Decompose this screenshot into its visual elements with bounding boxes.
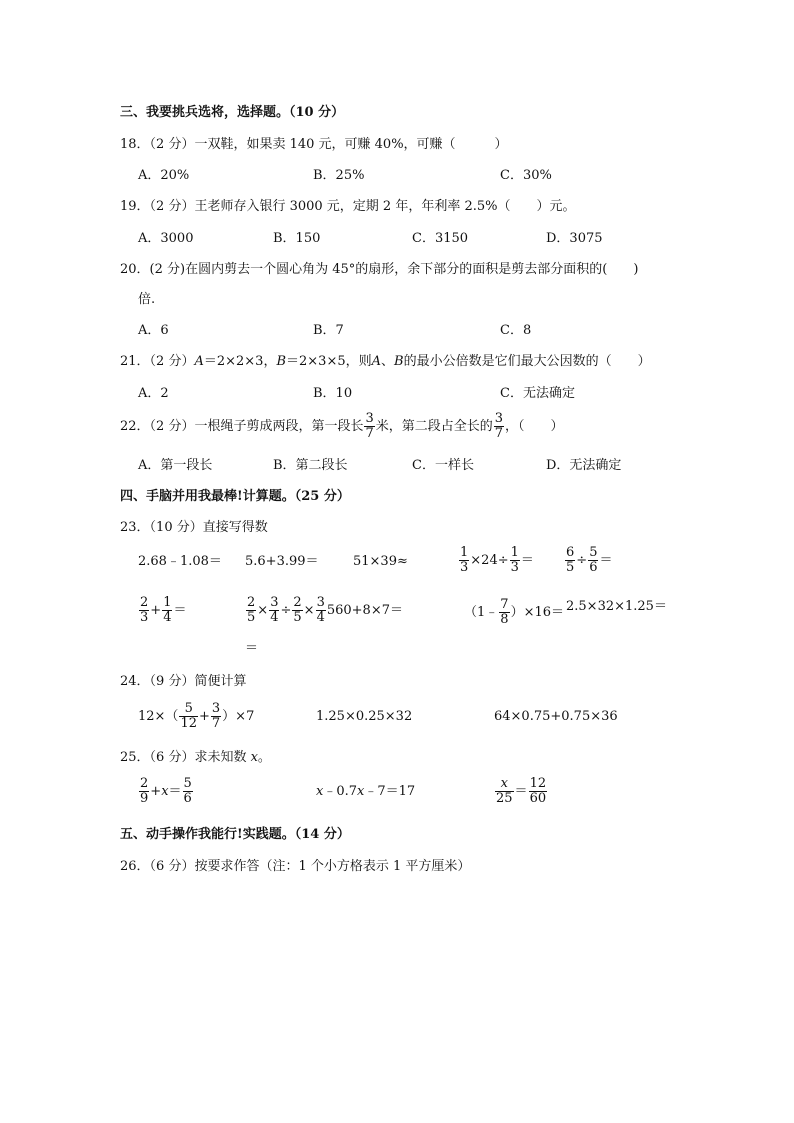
q21-var-b: B bbox=[394, 354, 404, 369]
question-20-cont: 倍. bbox=[138, 292, 156, 307]
q18-option-a[interactable]: A．20% bbox=[138, 168, 190, 183]
calc-item: 64×0.75+0.75×36 bbox=[494, 709, 618, 724]
q19-option-a[interactable]: A．3000 bbox=[138, 231, 194, 246]
calc-item: $\frac{2}{3}$ + $\frac{1}{4}$ ＝ bbox=[140, 595, 187, 625]
q21-part: 、 bbox=[381, 354, 395, 369]
q21-option-b[interactable]: B．10 bbox=[313, 386, 353, 401]
question-23: 23．（10 分）直接写得数 bbox=[120, 520, 268, 535]
equation-item: $\frac{2}{9}$ +x＝ $\frac{5}{6}$ bbox=[140, 776, 192, 806]
q18-option-b[interactable]: B．25% bbox=[313, 168, 365, 183]
q22-part: 22．（2 分）一根绳子剪成两段，第一段长 bbox=[120, 419, 364, 434]
question-22 bbox=[120, 412, 564, 442]
q21-part: 的最小公倍数是它们最大公因数的（ ） bbox=[403, 354, 651, 369]
question-18: 18．（2 分）一双鞋，如果卖 140 元，可赚 40%，可赚（ ） bbox=[120, 137, 508, 152]
equation-item: x﹣0.7x﹣7＝17 bbox=[316, 784, 416, 799]
q20-option-c[interactable]: C．8 bbox=[500, 323, 532, 338]
calc-item: 2.5×32×1.25＝ bbox=[566, 599, 667, 614]
q22-option-a[interactable]: A．第一段长 bbox=[138, 458, 213, 473]
question-25: 25．（6 分）求未知数 x。 bbox=[120, 750, 271, 765]
fraction: $\frac{3}{7}$ bbox=[365, 411, 374, 441]
calc-item: 2.68﹣1.08＝ bbox=[138, 554, 222, 569]
q21-part: ＝2×2×3， bbox=[203, 354, 277, 369]
q22-option-b[interactable]: B．第二段长 bbox=[273, 458, 348, 473]
calc-item: $\frac{2}{5}$ × $\frac{3}{4}$ ÷ $\frac{2}{5}$ × $\frac{3}{4}$ 560+8×7＝ bbox=[247, 595, 403, 625]
fraction: $\frac{3}{7}$ bbox=[494, 411, 504, 441]
question-21 bbox=[120, 353, 651, 371]
equation-item: $\frac{x}{25}$ ＝ $\frac{12}{60}$ bbox=[496, 776, 547, 806]
q20-option-a[interactable]: A．6 bbox=[138, 323, 169, 338]
q20-option-b[interactable]: B．7 bbox=[313, 323, 344, 338]
q18-option-c[interactable]: C．30% bbox=[500, 168, 552, 183]
q19-option-b[interactable]: B．150 bbox=[273, 231, 321, 246]
calc-item-equals: ＝ bbox=[245, 641, 259, 656]
q22-option-d[interactable]: D．无法确定 bbox=[546, 458, 622, 473]
section-4-heading: 四、手脑并用我最棒!计算题。（25 分） bbox=[120, 489, 350, 504]
q22-part: ，（ ） bbox=[505, 419, 564, 434]
q19-option-c[interactable]: C．3150 bbox=[412, 231, 469, 246]
section-3-heading: 三、我要挑兵选将，选择题。（10 分） bbox=[120, 105, 345, 120]
q19-option-d[interactable]: D．3075 bbox=[546, 231, 603, 246]
section-5-heading: 五、动手操作我能行!实践题。（14 分） bbox=[120, 827, 350, 842]
q21-var-a: A bbox=[371, 354, 382, 369]
calc-item: 12×（ $\frac{5}{12}$ + $\frac{3}{7}$ ）×7 bbox=[138, 701, 255, 731]
q21-option-a[interactable]: A．2 bbox=[138, 386, 169, 401]
question-20: 20．(2 分)在圆内剪去一个圆心角为 45°的扇形，余下部分的面积是剪去部分面积的( ) bbox=[120, 262, 639, 277]
calc-item: （1﹣ $\frac{7}{8}$ ）×16＝ bbox=[464, 597, 564, 627]
q21-var-a: A bbox=[194, 354, 204, 369]
question-24: 24．（9 分）简便计算 bbox=[120, 674, 247, 689]
q21-option-c[interactable]: C．无法确定 bbox=[500, 386, 575, 401]
q21-part: ＝2×3×5，则 bbox=[286, 354, 372, 369]
q21-part: 21．（2 分） bbox=[120, 354, 195, 369]
calc-item: 51×39≈ bbox=[353, 554, 408, 569]
q22-part: 米，第二段占全长的 bbox=[375, 419, 493, 434]
question-26: 26．（6 分）按要求作答（注：1 个小方格表示 1 平方厘米） bbox=[120, 859, 471, 874]
q22-option-c[interactable]: C．一样长 bbox=[412, 458, 474, 473]
calc-item: $\frac{6}{5}$ ÷ $\frac{5}{6}$ ＝ bbox=[566, 545, 613, 575]
question-19: 19．（2 分）王老师存入银行 3000 元，定期 2 年，年利率 2.5%（ ）元。 bbox=[120, 199, 576, 214]
calc-item: 1.25×0.25×32 bbox=[316, 709, 413, 724]
calc-item: 5.6+3.99＝ bbox=[245, 554, 319, 569]
calc-item: $\frac{1}{3}$ ×24÷ $\frac{1}{3}$ ＝ bbox=[460, 545, 534, 575]
q21-var-b: B bbox=[276, 354, 287, 369]
